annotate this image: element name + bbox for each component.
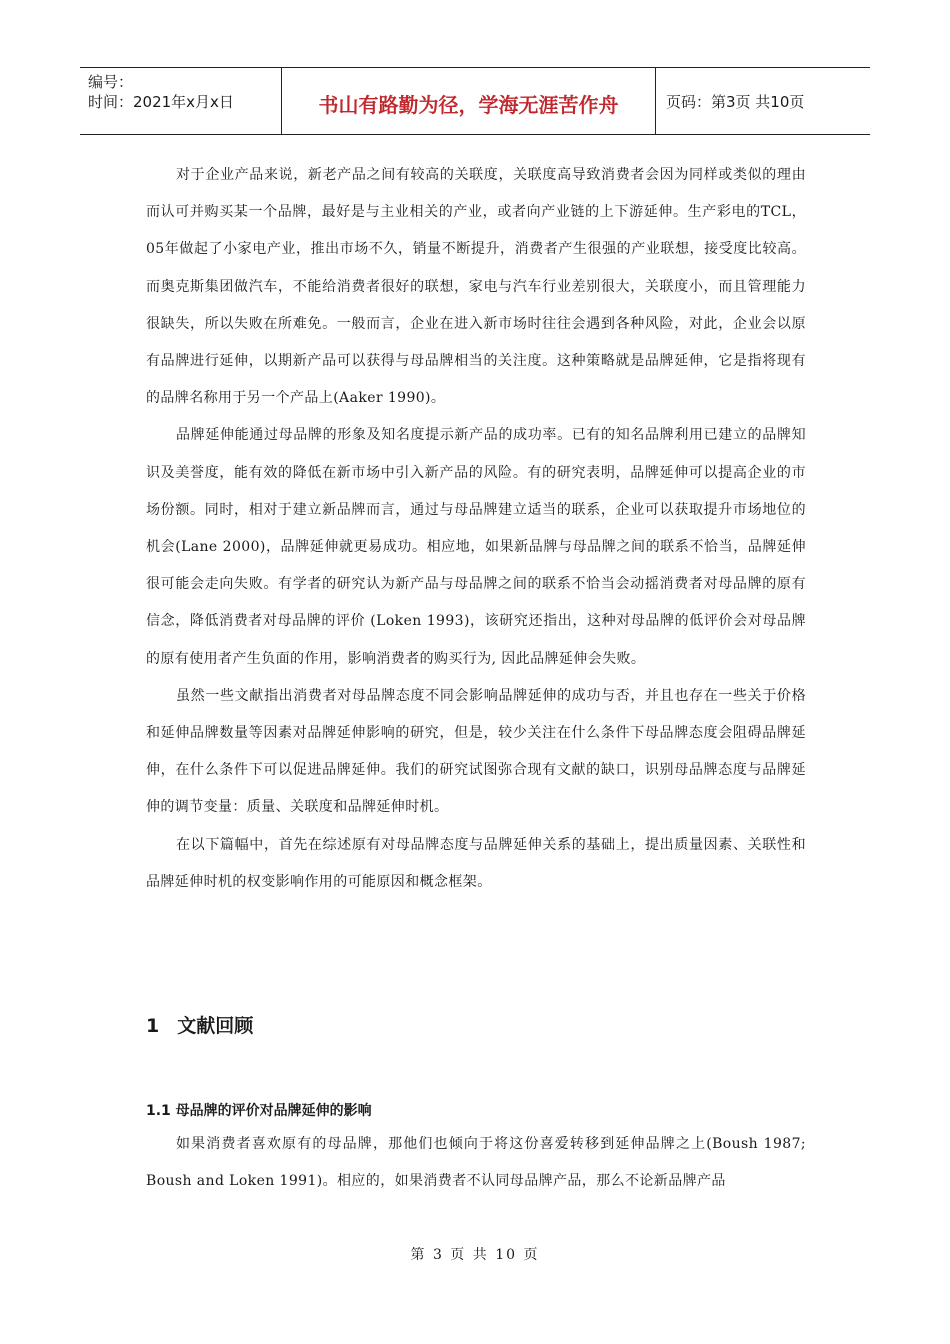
header-page-info: 页码：第3页 共10页 (666, 92, 805, 111)
body-paragraph: 对于企业产品来说，新老产品之间有较高的关联度，关联度高导致消费者会因为同样或类似的理由而认可并购买某一个品牌，最好是与主业相关的产业，或者向产业链的上下游延伸。生产彩电的TCL，05年做起了小家电产业，推出市场不久，销量不断提升，消费者产生很强的产业联想，接受度比较高。而奥克斯集团做汽车，不能给消费者很好的联想，家电与汽车行业差别很大，关联度小，而且管理能力很缺失，所以失败在所难免。一般而言，企业在进入新市场时往往会遇到各种风险，对此，企业会以原有品牌进行延伸，以期新产品可以获得与母品牌相当的关注度。这种策略就是品牌延伸，它是指将现有的品牌名称用于另一个产品上(Aaker 1990)。 (146, 167, 806, 407)
document-number-label: 编号： (88, 73, 134, 91)
body-paragraph: 如果消费者喜欢原有的母品牌，那他们也倾向于将这份喜爱转移到延伸品牌之上(Boush 1987; Boush and Loken 1991)。相应的，如果消费者不认同母品牌产品，那么不论新品牌产品 (146, 1136, 806, 1190)
header-motto: 书山有路勤为径，学海无涯苦作舟 (282, 68, 656, 134)
main-body (146, 157, 806, 901)
section-number: 1 (146, 1015, 160, 1037)
section-title: 文献回顾 (177, 1015, 254, 1037)
header-meta (80, 68, 282, 134)
body-paragraph: 品牌延伸能通过母品牌的形象及知名度提示新产品的成功率。已有的知名品牌利用已建立的品牌知识及美誉度，能有效的降低在新市场中引入新产品的风险。有的研究表明，品牌延伸可以提高企业的市场份额。同时，相对于建立新品牌而言，通过与母品牌建立适当的联系，企业可以获取提升市场地位的机会(Lane 2000)，品牌延伸就更易成功。相应地，如果新品牌与母品牌之间的联系不恰当，品牌延伸很可能会走向失败。有学者的研究认为新产品与母品牌之间的联系不恰当会动摇消费者对母品牌的原有信念，降低消费者对母品牌的评价 (Loken 1993)，该研究还指出，这种对母品牌的低评价会对母品牌的原有使用者产生负面的作用，影响消费者的购买行为, 因此品牌延伸会失败。 (146, 427, 806, 667)
subsection-heading: 1.1 母品牌的评价对品牌延伸的影响 (146, 1103, 372, 1119)
page-header (80, 67, 870, 135)
body-paragraph: 在以下篇幅中，首先在综述原有对母品牌态度与品牌延伸关系的基础上，提出质量因素、关联性和品牌延伸时机的权变影响作用的可能原因和概念框架。 (146, 836, 806, 890)
page-footer: 第 3 页 共 10 页 (410, 1247, 540, 1263)
section-heading (146, 1011, 253, 1038)
body-paragraph: 虽然一些文献指出消费者对母品牌态度不同会影响品牌延伸的成功与否，并且也存在一些关于价格和延伸品牌数量等因素对品牌延伸影响的研究，但是，较少关注在什么条件下母品牌态度会阻碍品牌延伸，在什么条件下可以促进品牌延伸。我们的研究试图弥合现有文献的缺口，识别母品牌态度与品牌延伸的调节变量：质量、关联度和品牌延伸时机。 (146, 687, 806, 816)
subsection-body (146, 1126, 806, 1200)
document-time-label: 时间：2021年x月x日 (88, 93, 234, 111)
